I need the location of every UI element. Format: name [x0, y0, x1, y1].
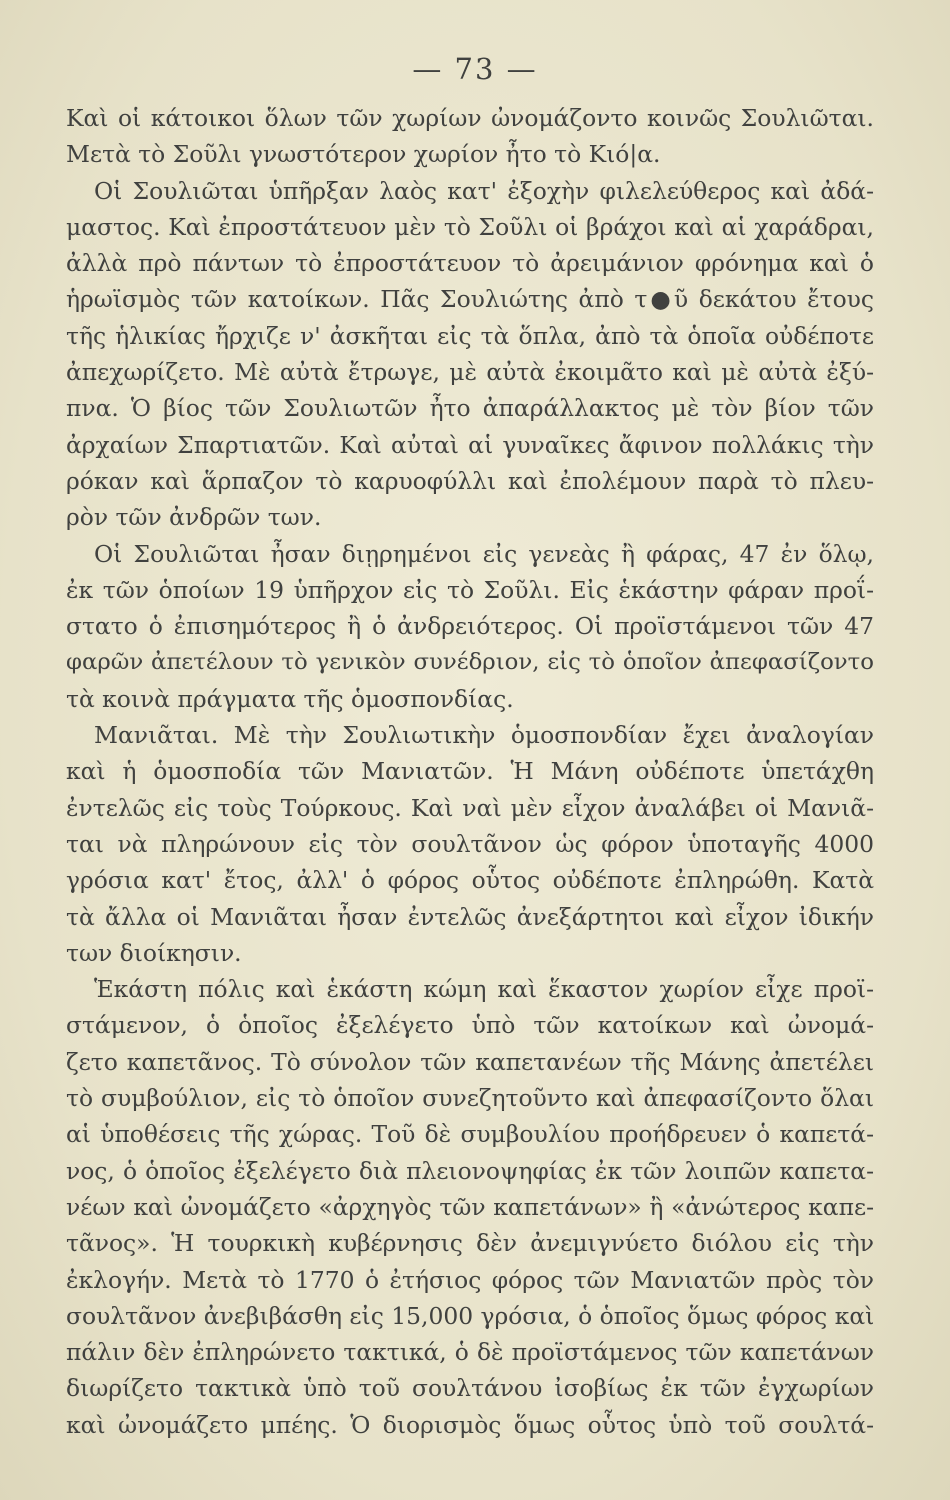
text-line: καὶ ὠνομάζετο μπέης. Ὁ διορισμὸς ὅμως οὗτος ὑπὸ τοῦ σουλτά- — [66, 1410, 874, 1439]
text-line: ἀρχαίων Σπαρτιατῶν. Καὶ αὐταὶ αἱ γυναῖκες ἄφινον πολλάκις τὴν — [66, 430, 874, 459]
text-line: τᾶνος». Ἡ τουρκικὴ κυβέρνησις δὲν ἀνεμιγνύετο διόλου εἰς τὴν — [66, 1229, 874, 1258]
text-line: Καὶ οἱ κάτοικοι ὅλων τῶν χωρίων ὠνομάζοντο κοινῶς Σουλιῶται. — [66, 104, 874, 132]
text-line: Οἱ Σουλιῶται ὑπῆρξαν λαὸς κατ' ἐξοχὴν φιλελεύθερος καὶ ἀδά- — [94, 176, 874, 205]
text-line: τὸ συμβούλιον, εἰς τὸ ὁποῖον συνεζητοῦντο καὶ ἀπεφασίζοντο ὅλαι — [66, 1084, 874, 1113]
text-line: ζετο καπετᾶνος. Τὸ σύνολον τῶν καπετανέων τῆς Μάνης ἀπετέλει — [66, 1047, 874, 1076]
text-line: τῆς ἡλικίας ἤρχιζε ν' ἀσκῆται εἰς τὰ ὅπλα, ἀπὸ τὰ ὁποῖα οὐδέποτε — [66, 321, 874, 350]
page-number: — 73 — — [412, 52, 538, 86]
text-line: ἡρωϊσμὸς τῶν κατοίκων. Πᾶς Σουλιώτης ἀπὸ τ●ῦ δεκάτου ἔτους — [66, 285, 874, 314]
text-line: τὰ ἄλλα οἱ Μανιᾶται ἦσαν ἐντελῶς ἀνεξάρτητοι καὶ εἶχον ἰδικήν — [66, 902, 874, 931]
text-line: στάμενον, ὁ ὁποῖος ἐξελέγετο ὑπὸ τῶν κατοίκων καὶ ὠνομά- — [66, 1011, 874, 1040]
text-line: νέων καὶ ὠνομάζετο «ἀρχηγὸς τῶν καπετάνων» ἢ «ἀνώτερος καπε- — [66, 1192, 874, 1221]
text-line: αἱ ὑποθέσεις τῆς χώρας. Τοῦ δὲ συμβουλίου προήδρευεν ὁ καπετά- — [66, 1120, 874, 1149]
text-line: ἀλλὰ πρὸ πάντων τὸ ἐπροστάτευον τὸ ἀρειμάνιον φρόνημα καὶ ὁ — [66, 249, 874, 278]
text-line: καὶ ἡ ὁμοσποδία τῶν Μανιατῶν. Ἡ Μάνη οὐδέποτε ὑπετάχθη — [66, 757, 874, 786]
text-line: Ἑκάστη πόλις καὶ ἑκάστη κώμη καὶ ἕκαστον χωρίον εἶχε προϊ- — [94, 975, 874, 1004]
text-line: γρόσια κατ' ἔτος, ἀλλ' ὁ φόρος οὗτος οὐδέποτε ἐπληρώθη. Κατὰ — [66, 866, 874, 895]
text-line: νος, ὁ ὁποῖος ἐξελέγετο διὰ πλειονοψηφίας ἐκ τῶν λοιπῶν καπετα- — [66, 1156, 874, 1185]
text-line: στατο ὁ ἐπισημότερος ἢ ὁ ἀνδρειότερος. Οἱ προϊστάμενοι τῶν 47 — [66, 612, 874, 641]
text-line: ἐκ τῶν ὁποίων 19 ὑπῆρχον εἰς τὸ Σοῦλι. Εἰς ἑκάστην φάραν προΐ- — [66, 575, 874, 604]
text-line: ρόκαν καὶ ἅρπαζον τὸ καρυοφύλλι καὶ ἐπολέμουν παρὰ τὸ πλευ- — [66, 466, 874, 495]
text-line: τὰ κοινὰ πράγματα τῆς ὁμοσπονδίας. — [66, 684, 514, 713]
text-line: ρὸν τῶν ἀνδρῶν των. — [66, 503, 322, 532]
text-line: Μανιᾶται. Μὲ τὴν Σουλιωτικὴν ὁμοσπονδίαν ἔχει ἀναλογίαν — [94, 721, 874, 750]
text-line: μαστος. Καὶ ἐπροστάτευον μὲν τὸ Σοῦλι οἱ βράχοι καὶ αἱ χαράδραι, — [66, 212, 874, 241]
body-text — [66, 100, 874, 1443]
text-line: διωρίζετο τακτικὰ ὑπὸ τοῦ σουλτάνου ἰσοβίως ἐκ τῶν ἐγχωρίων — [66, 1374, 874, 1403]
text-line: Οἱ Σουλιῶται ἦσαν διῃρημένοι εἰς γενεὰς ἢ φάρας, 47 ἐν ὅλῳ, — [94, 539, 874, 568]
text-line: των διοίκησιν. — [66, 938, 242, 967]
text-line: φαρῶν ἀπετέλουν τὸ γενικὸν συνέδριον, εἰς τὸ ὁποῖον ἀπεφασίζοντο — [66, 649, 874, 676]
text-line: ται νὰ πληρώνουν εἰς τὸν σουλτᾶνον ὡς φόρον ὑποταγῆς 4000 — [66, 829, 874, 858]
text-line: ἐντελῶς εἰς τοὺς Τούρκους. Καὶ ναὶ μὲν εἶχον ἀναλάβει οἱ Μανιᾶ- — [66, 793, 874, 822]
text-line: ἐκλογήν. Μετὰ τὸ 1770 ὁ ἐτήσιος φόρος τῶν Μανιατῶν πρὸς τὸν — [66, 1265, 874, 1294]
text-line: πνα. Ὁ βίος τῶν Σουλιωτῶν ἦτο ἀπαράλλακτος μὲ τὸν βίον τῶν — [66, 394, 874, 423]
text-line: σουλτᾶνον ἀνεβιβάσθη εἰς 15,000 γρόσια, ὁ ὁποῖος ὅμως φόρος καὶ — [66, 1301, 874, 1330]
text-line: ἀπεχωρίζετο. Μὲ αὐτὰ ἔτρωγε, μὲ αὐτὰ ἐκοιμᾶτο καὶ μὲ αὐτὰ ἐξύ- — [66, 358, 874, 387]
text-line: πάλιν δὲν ἐπληρώνετο τακτικά, ὁ δὲ προϊστάμενος τῶν καπετάνων — [66, 1338, 874, 1367]
text-line: Μετὰ τὸ Σοῦλι γνωστότερον χωρίον ἦτο τὸ Κιό|α. — [66, 140, 661, 169]
